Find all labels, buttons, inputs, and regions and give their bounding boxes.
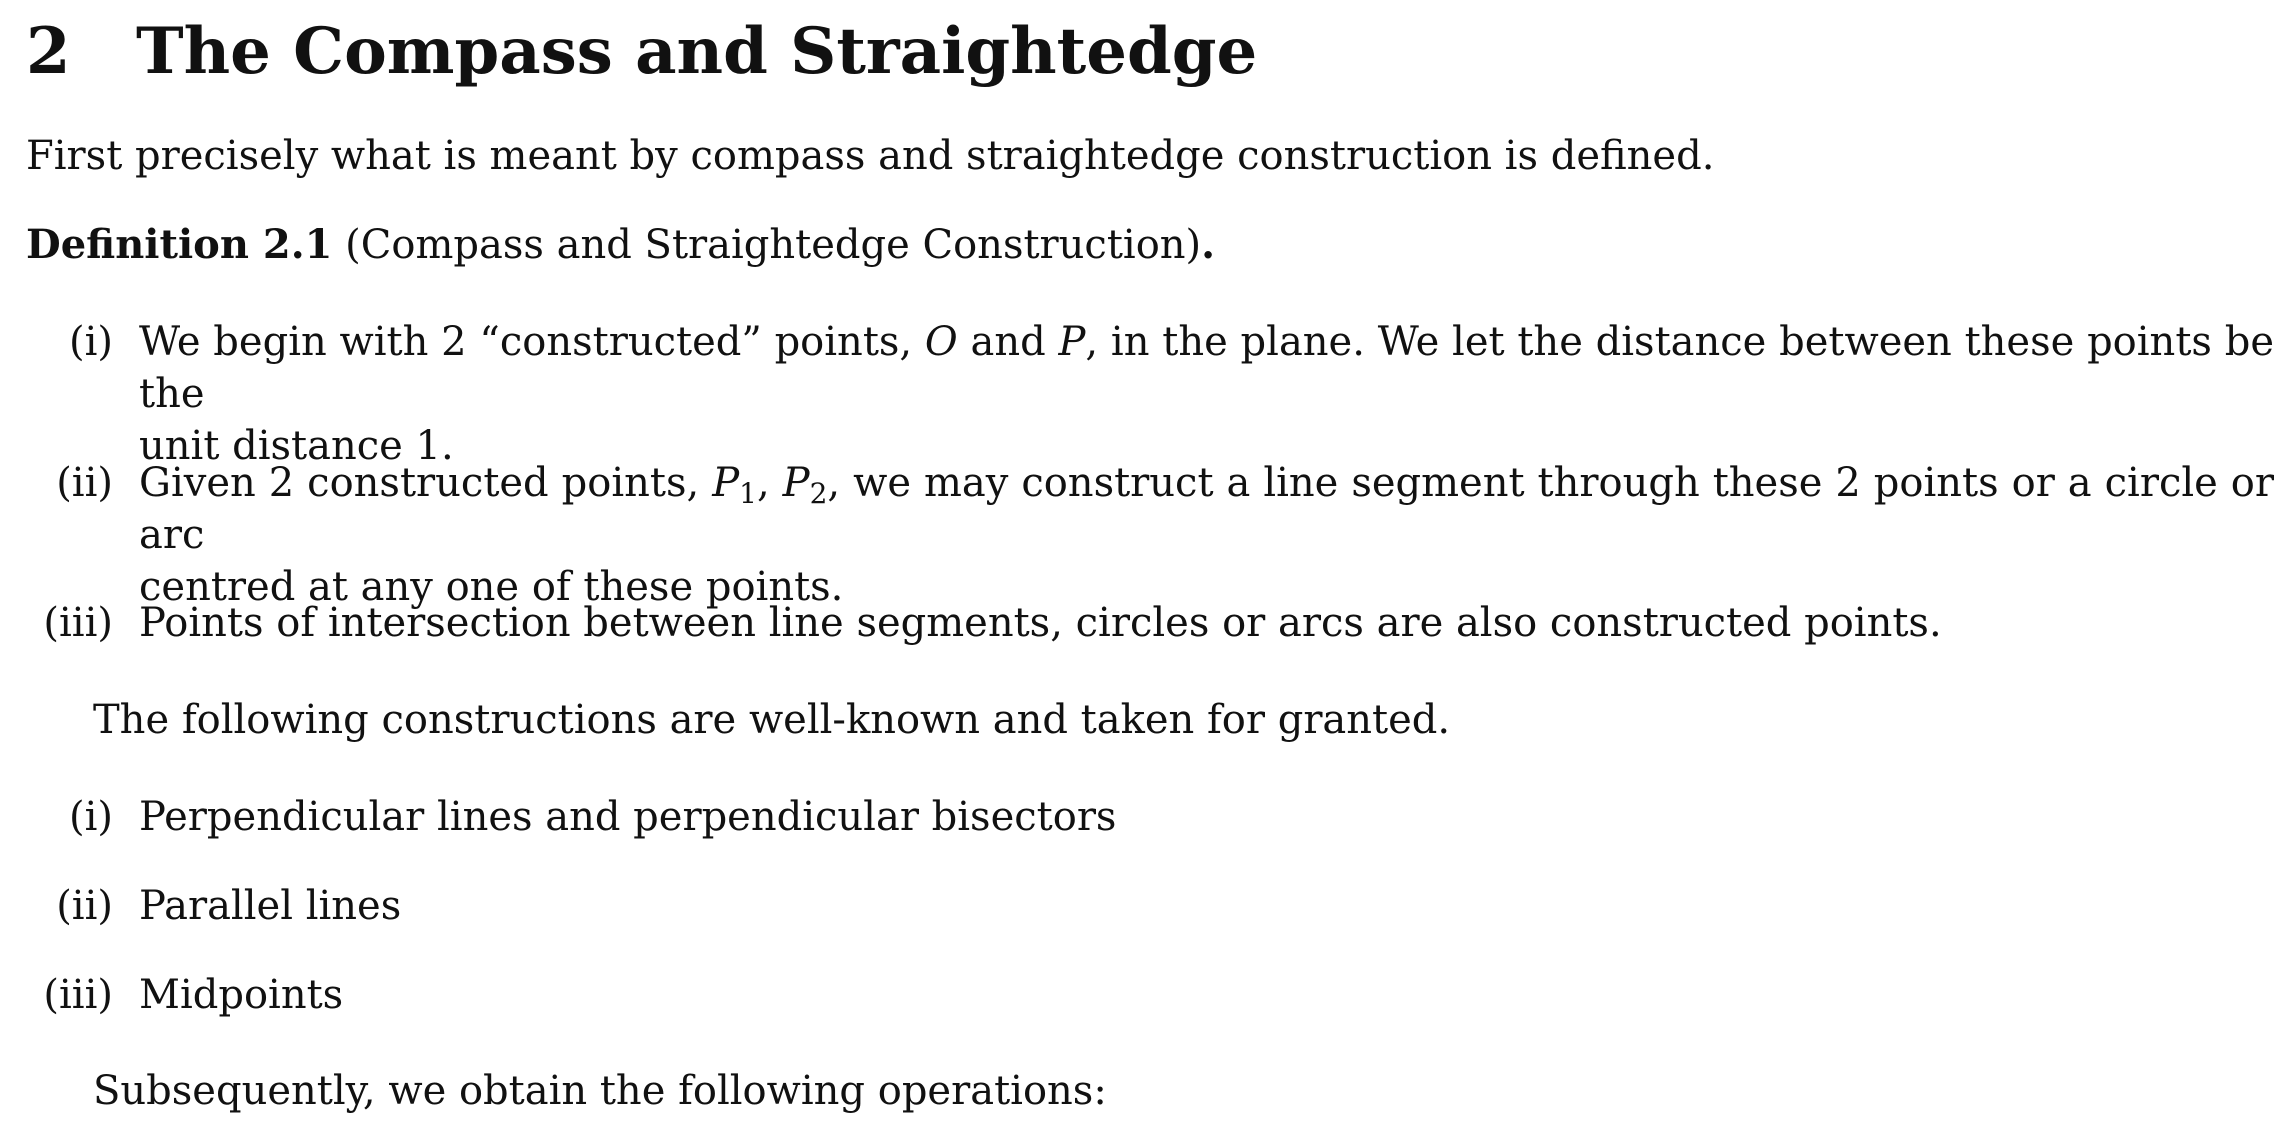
math-P: P: [1058, 319, 1086, 365]
item-line: Given 2 constructed points, $P_1$, $P_2$, we may construct a line segment through these 2 points or a circle or arc: [139, 460, 2274, 558]
item-label: (ii): [56, 883, 113, 929]
item-line: unit distance 1.: [139, 423, 454, 469]
item-text: Perpendicular lines and perpendicular bisectors: [139, 794, 1117, 840]
item-text: [139, 597, 2274, 649]
definition-heading: [26, 219, 1215, 271]
math-P1: $P_1$: [712, 460, 757, 510]
definition-terminator: .: [1201, 221, 1216, 268]
section-heading: [26, 14, 1257, 90]
item-label: (iii): [43, 600, 113, 646]
item-text: Parallel lines: [139, 883, 402, 929]
definition-name: (Compass and Straightedge Construction): [345, 222, 1202, 268]
item-text: Midpoints: [139, 972, 344, 1018]
math-O: O: [924, 319, 958, 365]
item-line: Points of intersection between line segments, circles or arcs are also constructed points.: [139, 600, 1942, 646]
granted-paragraph: The following constructions are well-known and taken for granted.: [93, 697, 1451, 743]
item-label: (i): [68, 319, 113, 365]
intro-paragraph: First precisely what is meant by compass and straightedge construction is defined.: [26, 133, 1715, 179]
item-text: [139, 316, 2274, 472]
item-text: [139, 457, 2274, 613]
item-label: (ii): [56, 460, 113, 506]
definition-label: Definition 2.1: [26, 221, 333, 268]
item-label: (i): [68, 794, 113, 840]
section-number: 2: [26, 14, 71, 89]
item-line: centred at any one of these points.: [139, 564, 844, 610]
math-P2: $P_2$: [782, 460, 828, 510]
item-line: We begin with 2 “constructed” points, O and P, in the plane. We let the distance between these points be the: [139, 319, 2274, 417]
subsequent-paragraph: Subsequently, we obtain the following operations:: [93, 1068, 1107, 1114]
section-title: The Compass and Straightedge: [136, 14, 1258, 89]
item-label: (iii): [43, 972, 113, 1018]
